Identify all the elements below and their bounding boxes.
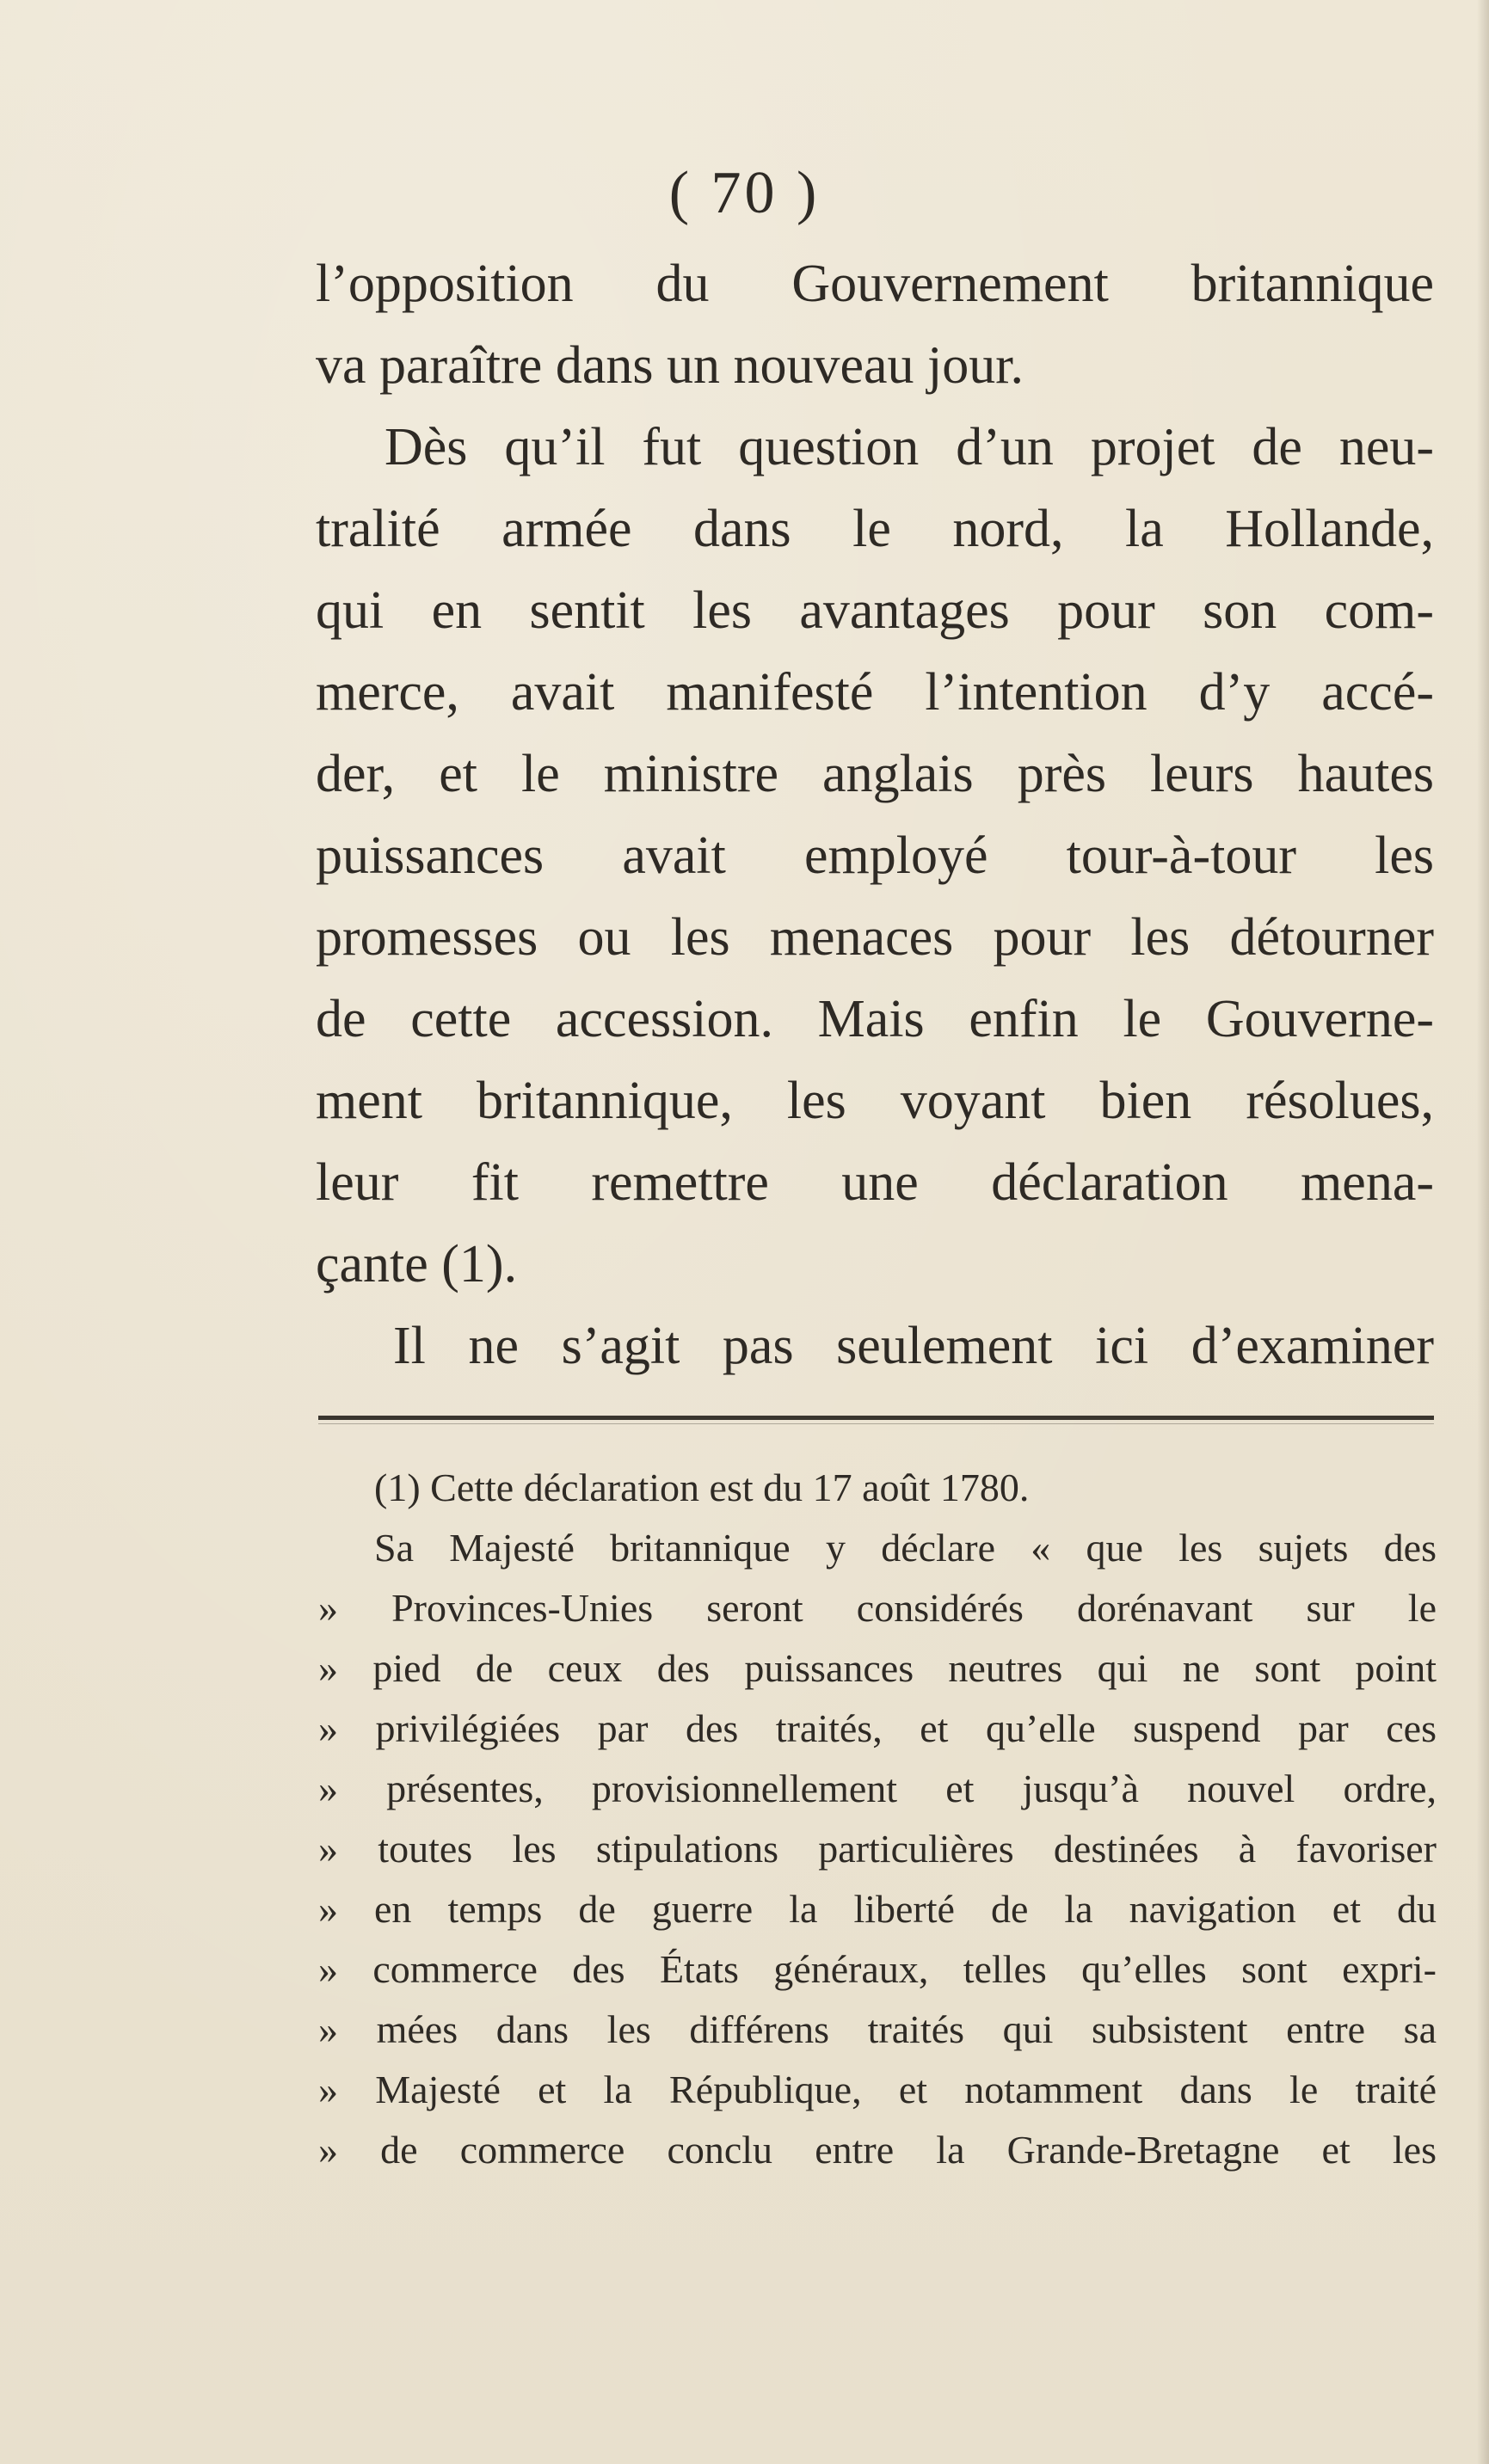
footnote-line: » commerce des États généraux, telles qu’elles sont expri- <box>318 1947 1437 1991</box>
body-line: çante (1). <box>316 1235 518 1293</box>
body-line: va paraître dans un nouveau jour. <box>316 336 1024 395</box>
footnote-line: (1) Cette déclaration est du 17 août 1780. <box>374 1465 1030 1509</box>
body-line: leur fit remettre une déclaration mena- <box>316 1153 1434 1212</box>
footnote-line: » Provinces-Unies seront considérés dorénavant sur le <box>318 1586 1437 1630</box>
body-line: l’opposition du Gouvernement britannique <box>316 255 1434 313</box>
page-number: ( 70 ) <box>668 160 821 226</box>
footnote-line: » présentes, provisionnellement et jusqu’à nouvel ordre, <box>318 1767 1437 1810</box>
body-line: qui en sentit les avantages pour son com- <box>316 581 1434 640</box>
footnote-line: » privilégiées par des traités, et qu’elle suspend par ces <box>318 1706 1437 1750</box>
footnote-rule-shadow <box>318 1423 1434 1424</box>
footnote-rule <box>318 1416 1434 1420</box>
body-line: de cette accession. Mais enfin le Gouverne- <box>316 990 1434 1048</box>
footnote-line: » Majesté et la République, et notamment dans le traité <box>318 2068 1437 2111</box>
body-line: promesses ou les menaces pour les détourner <box>316 908 1434 967</box>
footnote-line: » toutes les stipulations particulières destinées à favoriser <box>318 1827 1437 1871</box>
footnote-line: Sa Majesté britannique y déclare « que les sujets des <box>374 1526 1437 1570</box>
body-line: ment britannique, les voyant bien résolues, <box>316 1072 1434 1130</box>
footnote-line: » en temps de guerre la liberté de la navigation et du <box>318 1887 1437 1931</box>
body-line: Dès qu’il fut question d’un projet de neu- <box>385 418 1434 476</box>
footnote-line: » pied de ceux des puissances neutres qui ne sont point <box>318 1646 1437 1690</box>
page-edge-shadow <box>1477 0 1489 2464</box>
body-line: merce, avait manifesté l’intention d’y accé- <box>316 663 1434 722</box>
body-line: Il ne s’agit pas seulement ici d’examiner <box>393 1317 1434 1375</box>
body-line: puissances avait employé tour-à-tour les <box>316 826 1434 885</box>
body-line: der, et le ministre anglais près leurs hautes <box>316 745 1434 803</box>
body-line: tralité armée dans le nord, la Hollande, <box>316 500 1434 558</box>
footnote-line: » mées dans les différens traités qui subsistent entre sa <box>318 2007 1437 2051</box>
footnote-line: » de commerce conclu entre la Grande-Bretagne et les <box>318 2128 1437 2172</box>
